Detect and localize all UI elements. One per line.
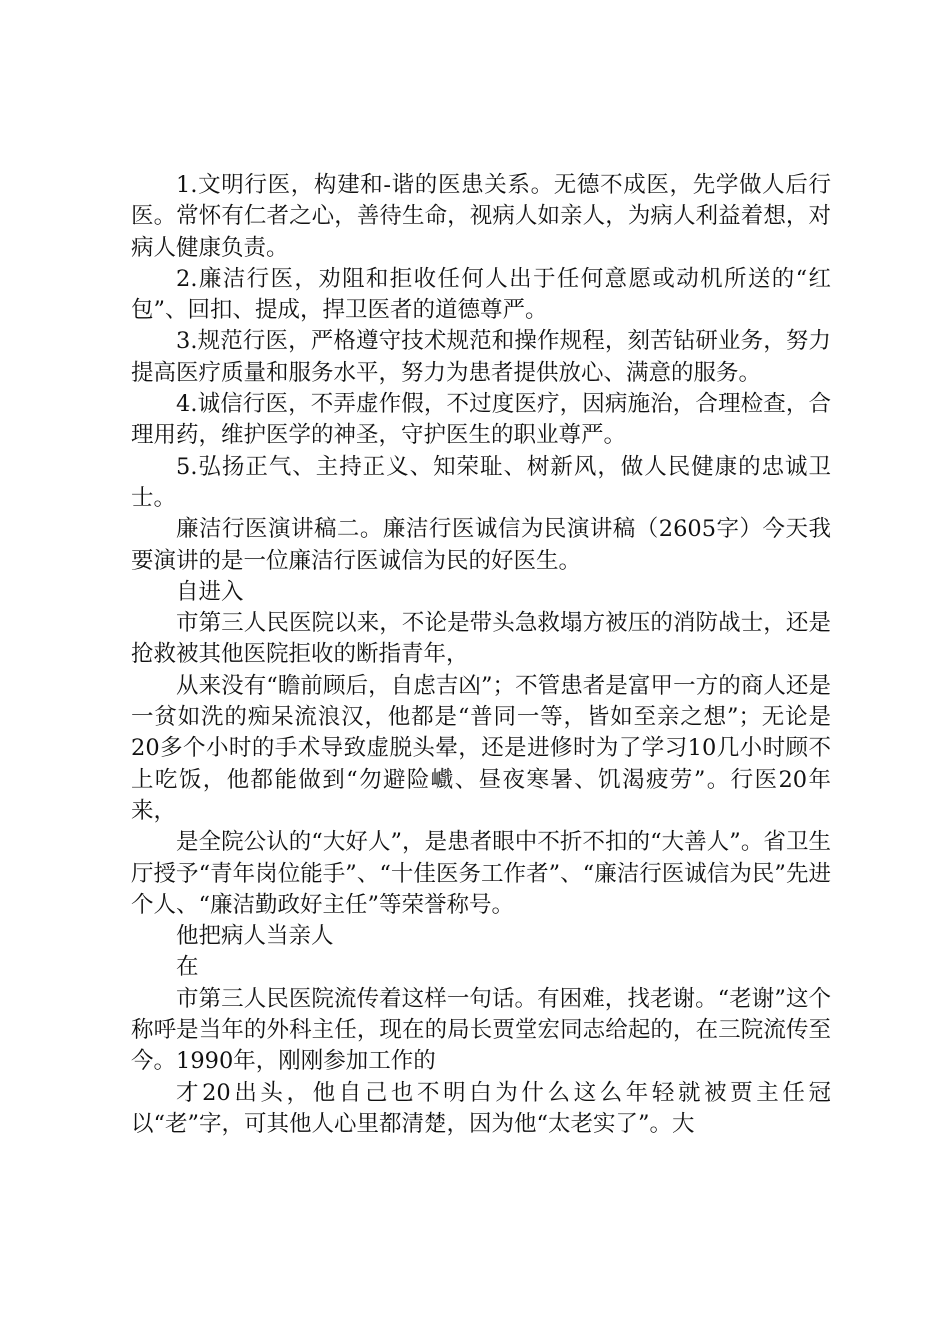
paragraph-rule-4: 4.诚信行医，不弄虚作假，不过度医疗，因病施治，合理检查，合理用药，维护医学的神圣，守护医生的职业尊严。	[131, 391, 831, 449]
section-heading: 他把病人当亲人	[176, 923, 334, 950]
paragraph-rule-1: 1.文明行医，构建和-谐的医患关系。无德不成医，先学做人后行医。常怀有仁者之心，善待生命，视病人如亲人，为病人利益着想，对病人健康负责。	[131, 172, 831, 261]
paragraph-rule-3: 3.规范行医，严格遵守技术规范和操作规程，刻苦钻研业务，努力提高医疗质量和服务水平，努力为患者提供放心、满意的服务。	[131, 328, 831, 386]
paragraph-hospital: 市第三人民医院以来，不论是带头急救塌方被压的消防战士，还是抢救被其他医院拒收的断指青年，	[131, 610, 831, 668]
paragraph-rule-5: 5.弘扬正气、主持正义、知荣耻、树新风，做人民健康的忠诚卫士。	[131, 453, 831, 511]
paragraph-at: 在	[176, 954, 199, 981]
document-body	[131, 170, 831, 1140]
paragraph-saying: 市第三人民医院流传着这样一句话。有困难，找老谢。“老谢”这个称呼是当年的外科主任，现在的局长贾堂宏同志给起的，在三院流传至今。1990年，刚刚参加工作的	[131, 985, 831, 1075]
paragraph-good-person: 是全院公认的“大好人”，是患者眼中不折不扣的“大善人”。省卫生厅授予“青年岗位能手”、“十佳医务工作者”、“廉洁行医诚信为民”先进个人、“廉洁勤政好主任”等荣誉称号。	[131, 829, 831, 918]
paragraph-twenty: 才20出头，他自己也不明白为什么这么年轻就被贾主任冠以“老”字，可其他人心里都清楚，因为他“太老实了”。大	[131, 1079, 831, 1137]
paragraph-rule-2: 2.廉洁行医，劝阻和拒收任何人出于任何意愿或动机所送的“红包”、回扣、提成，捍卫医者的道德尊严。	[131, 265, 831, 324]
paragraph-speech-intro: 廉洁行医演讲稿二。廉洁行医诚信为民演讲稿（2605字）今天我要演讲的是一位廉洁行医诚信为民的好医生。	[131, 516, 831, 574]
paragraph-never-hesitated: 从来没有“瞻前顾后，自虑吉凶”；不管患者是富甲一方的商人还是一贫如洗的痴呆流浪汉，他都是“普同一等，皆如至亲之想”；无论是20多个小时的手术导致虚脱头晕，还是进修时为了学习10几小时顾不上吃饭，他都能做到“勿避险巇、昼夜寒暑、饥渴疲劳”。行医20年来，	[131, 672, 831, 824]
paragraph-since-joining: 自进入	[176, 578, 244, 605]
